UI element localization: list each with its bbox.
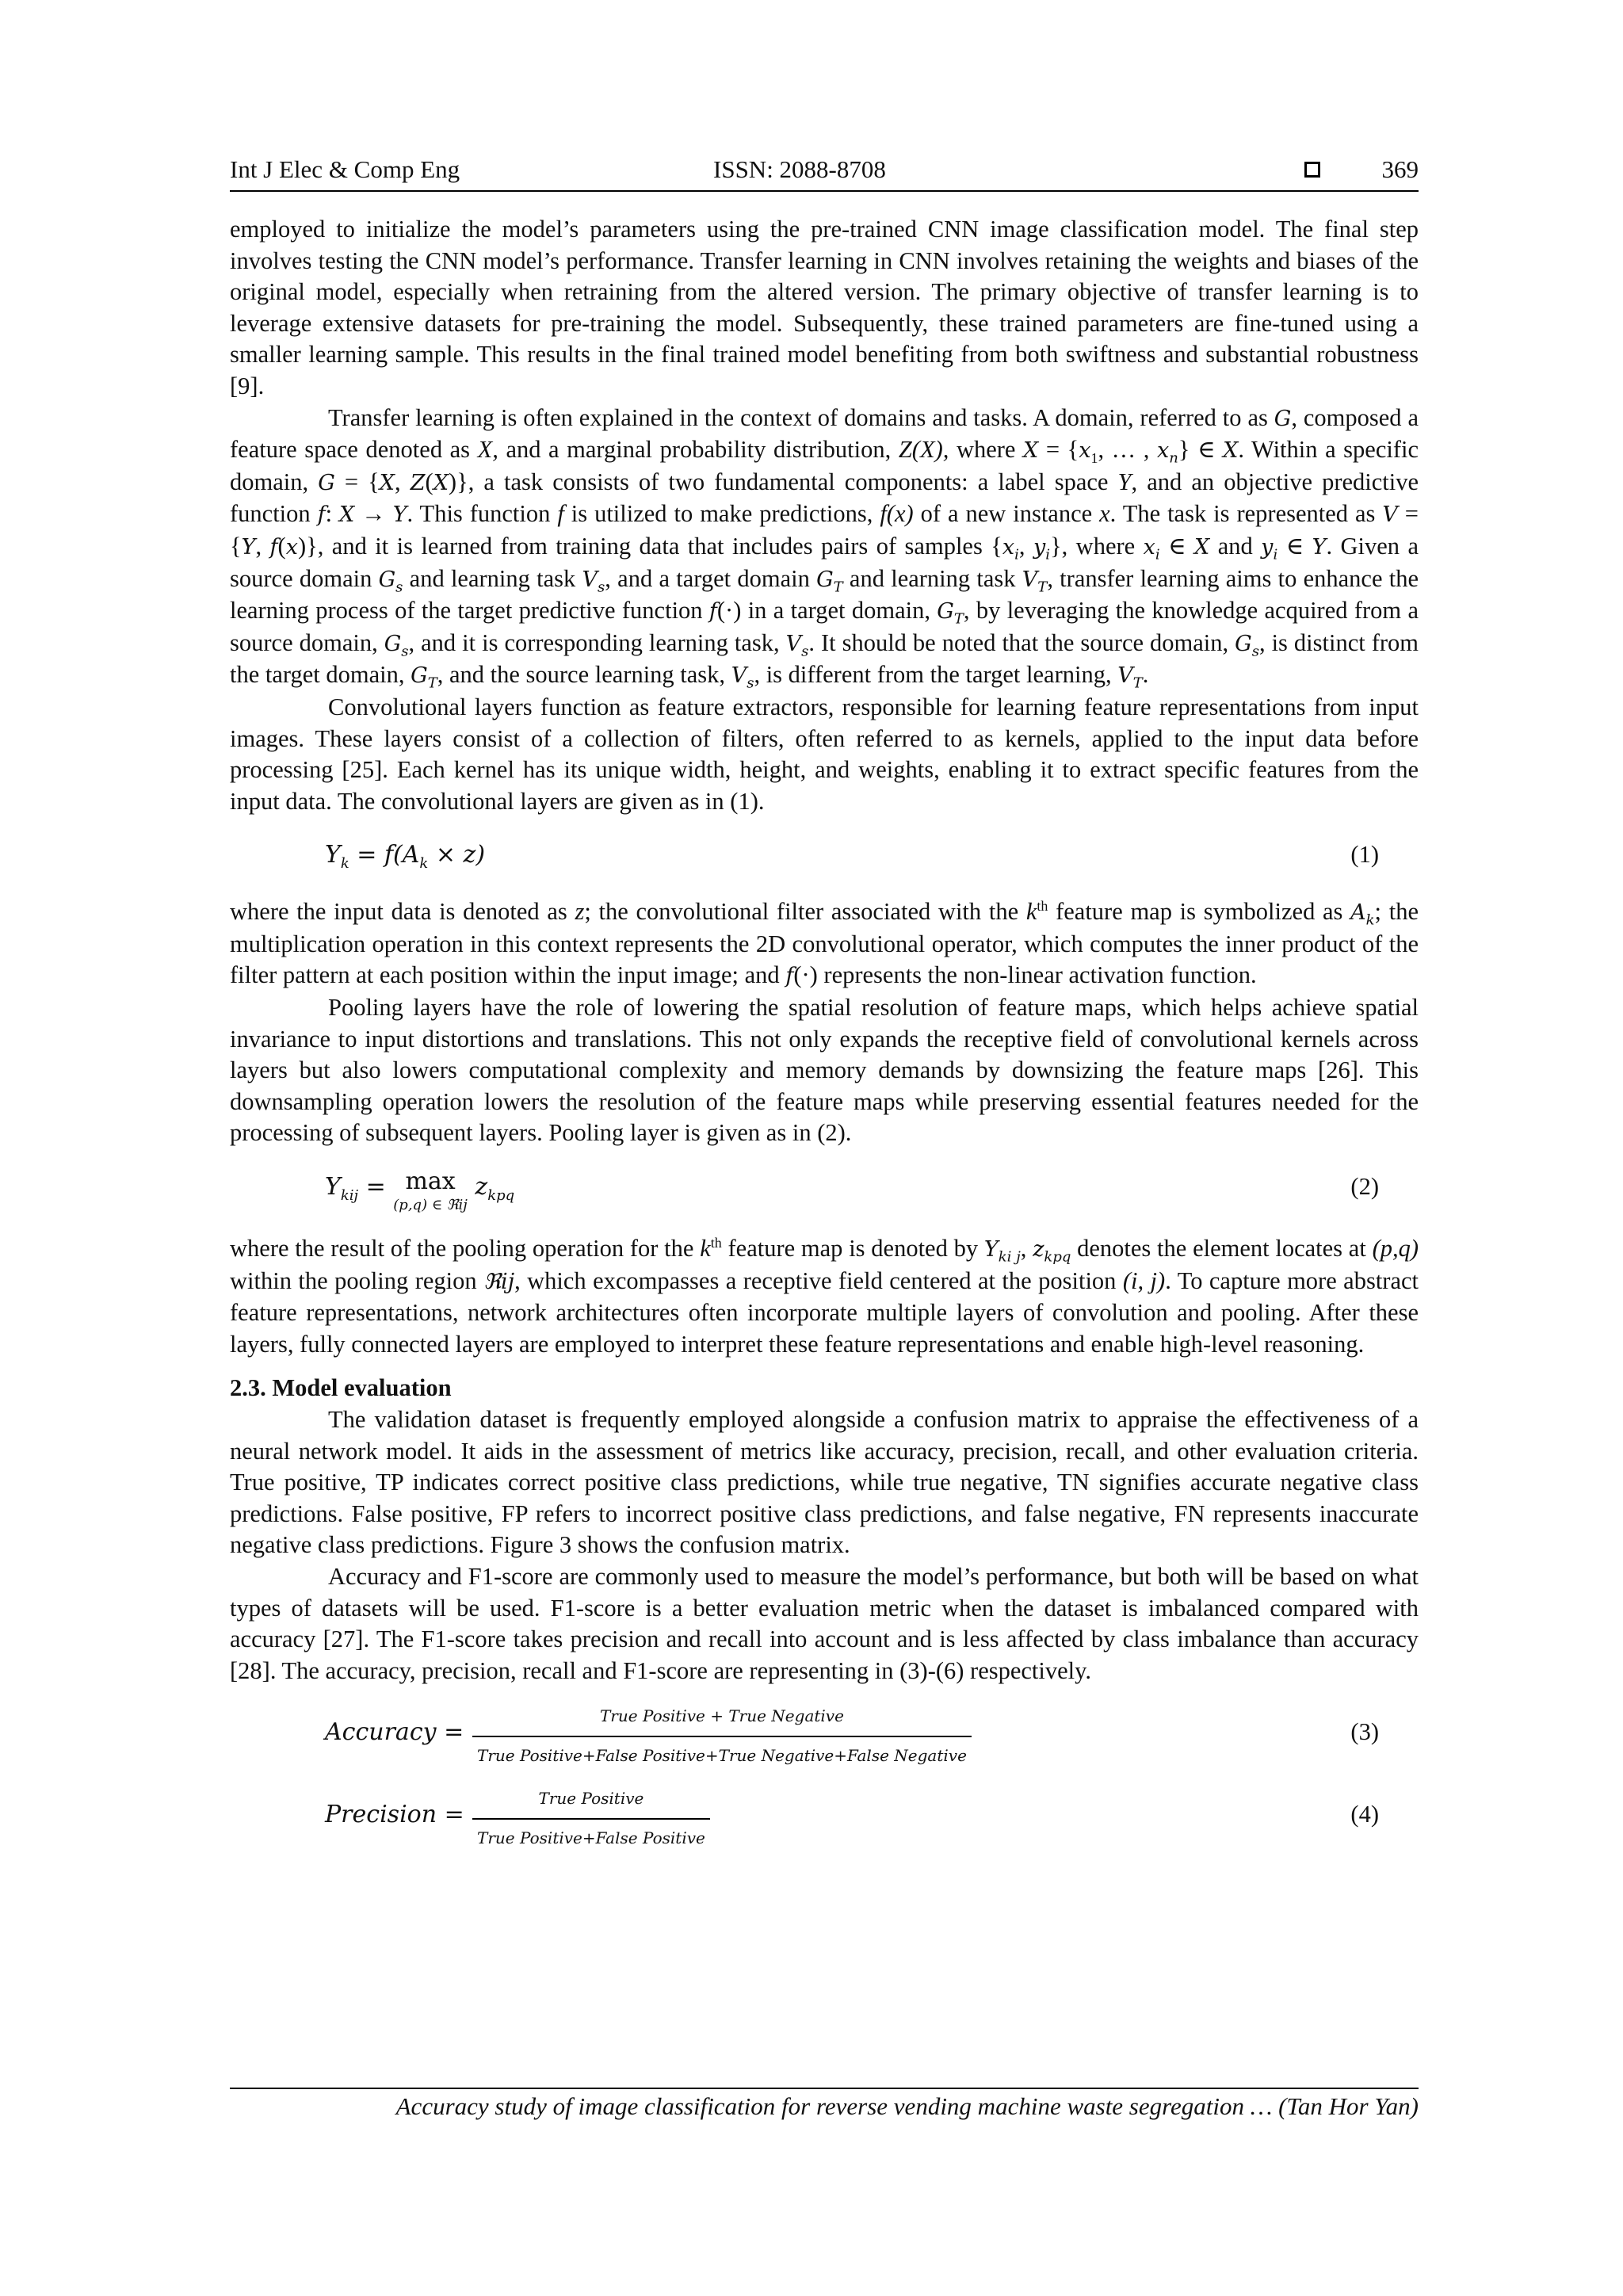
paragraph-1: employed to initialize the model’s parameters using the pre-trained CNN image classification model. The final step involves testing the CNN model’s performance. Transfer learning in CNN involves retaining the weights and biases of the original model, especially when retraining from the altered version. The primary objective of transfer learning is to leverage extensive datasets for pre-training the model. Subsequently, these trained parameters are fine-tuned using a smaller learning sample. This results in the final trained model benefiting from both swiftness and substantial robustness [9]. — [230, 216, 1419, 399]
issn: ISSN: 2088-8708 — [713, 155, 886, 183]
paragraph-6: where the result of the pooling operation for the $k^{th}$ feature map is denoted by $Y_{ki j}$, $z_{kpq}$ denotes the element locates at (p,q) within the pooling region ℜij, which excompasses a receptive field centered at the position (i, j). To capture more abstract feature representations, network architectures often incorporate multiple layers of convolution and pooling. After these layers, fully connected layers are employed to interpret these feature representations and enable high-level reasoning. — [230, 1234, 1419, 1358]
paragraph-5: Pooling layers have the role of lowering the spatial resolution of feature maps, which helps achieve spatial invariance to input distortions and translations. This not only expands the receptive field of convolutional kernels across layers but also lowers computational complexity and memory demands by downsizing the feature maps [26]. This downsampling operation lowers the resolution of the feature maps while preserving essential features needed for the processing of subsequent layers. Pooling layer is given as in (2). — [230, 994, 1419, 1147]
journal-name: Int J Elec & Comp Eng — [230, 155, 460, 183]
paragraph-9: Accuracy and F1-score are commonly used to measure the model’s performance, but both will be based on what types of datasets will be used. F1-score is a better evaluation metric when the dataset is imbalanced compared with accuracy [27]. The F1-score takes precision and recall into account and is less affected by class imbalance than accuracy [28]. The accuracy, precision, recall and F1-score are representing in (3)-(6) respectively. — [230, 1562, 1419, 1684]
page-footer — [230, 2088, 1419, 2121]
equation-2-number: (2) — [1350, 1173, 1379, 1201]
equation-1-number: (1) — [1350, 841, 1379, 869]
footer-text: Accuracy study of image classification for reverse vending machine waste segregation … (Tan Hor Yan) — [395, 2092, 1419, 2120]
equation-2 — [230, 1149, 1419, 1233]
equation-3-fraction — [472, 1701, 972, 1771]
equation-3-number: (3) — [1350, 1718, 1379, 1746]
equation-3-lhs: Accuracy = — [325, 1718, 464, 1747]
paragraph-3: Convolutional layers function as feature extractors, responsible for learning feature representations from input images. These layers consist of a collection of filters, often referred to as kernels, applied to the input data before processing [25]. Each kernel has its unique width, height, and weights, enabling it to extract specific features from the input data. The convolutional layers are given as in (1). — [230, 693, 1419, 815]
equation-4-fraction — [472, 1783, 710, 1854]
paragraph-2: Transfer learning is often explained in the context of domains and tasks. A domain, referred to as G, composed a feature space denoted as X, and a marginal probability distribution, Z(X), where $X = \{x_1$, … , $x_n$} ∈ X. Within a specific domain, G = {X, Z(X)}, a task consists of two fundamental components: a label space Y, and an objective predictive function f: X → Y. This function f is utilized to make predictions, f(x) of a new instance x. The task is represented as V = {Y, f(x)}, and it is learned from training data that includes pairs of samples {$x_i$, $y_i$}, where $x_i$ ∈ X and $y_i$ ∈ Y. Given a source domain $G_s$ and learning task $V_s$, and a target domain $G_T$ and learning task $V_T$, transfer learning aims to enhance the learning process of the target predictive function f(·) in a target domain, $G_T$, by leveraging the knowledge acquired from a source domain, $G_s$, and it is corresponding learning task, $V_s$. It should be noted that the source domain, $G_s$, is distinct from the target domain, $G_T$, and the source learning task, $V_s$, is different from the target learning, $V_T$. — [230, 403, 1419, 692]
equation-2-body: $Y_{kij} = \max$ (p,q) ∈ ℜij $z_{kpq}$ — [325, 1167, 515, 1214]
equation-4-lhs: Precision = — [325, 1801, 464, 1829]
equation-4 — [230, 1780, 1419, 1855]
square-icon — [1304, 162, 1320, 178]
page-header — [230, 155, 1419, 192]
equation-3-numerator: True Positive + True Negative — [472, 1701, 972, 1737]
body-text — [230, 214, 1419, 1855]
equation-3 — [230, 1698, 1419, 1772]
equation-1 — [230, 817, 1419, 896]
paragraph-4: where the input data is denoted as z; the convolutional filter associated with the $k^{th}$ feature map is symbolized as $A_k$; the multiplication operation in this context represents the 2D convolutional operator, which computes the inner product of the filter pattern at each position within the input image; and f(·) represents the non-linear activation function. — [230, 898, 1419, 989]
equation-4-denominator: True Positive+False Positive — [477, 1828, 705, 1847]
equation-1-body: $Y_k = f(A_k \times z)$ — [325, 841, 486, 873]
equation-4-number: (4) — [1350, 1801, 1379, 1828]
section-title: 2.3. Model evaluation — [230, 1374, 452, 1402]
page-number: 369 — [1381, 155, 1419, 183]
paragraph-8: The validation dataset is frequently employed alongside a confusion matrix to appraise the effectiveness of a neural network model. It aids in the assessment of metrics like accuracy, precision, recall, and other evaluation criteria. True positive, TP indicates correct positive class predictions, while true negative, TN signifies accurate negative class predictions. False positive, FP refers to incorrect positive class predictions, and false negative, FN represents inaccurate negative class predictions. Figure 3 shows the confusion matrix. — [230, 1406, 1419, 1559]
equation-4-numerator: True Positive — [472, 1783, 710, 1820]
equation-3-denominator: True Positive+False Positive+True Negative+False Negative — [477, 1745, 967, 1765]
paragraph-6-tail: To capture more abstract feature representations, network architectures often incorporate multiple layers of convolution and pooling. After these layers, fully connected layers are employed to interpret these feature representations and enable high-level reasoning. — [230, 1266, 1419, 1358]
